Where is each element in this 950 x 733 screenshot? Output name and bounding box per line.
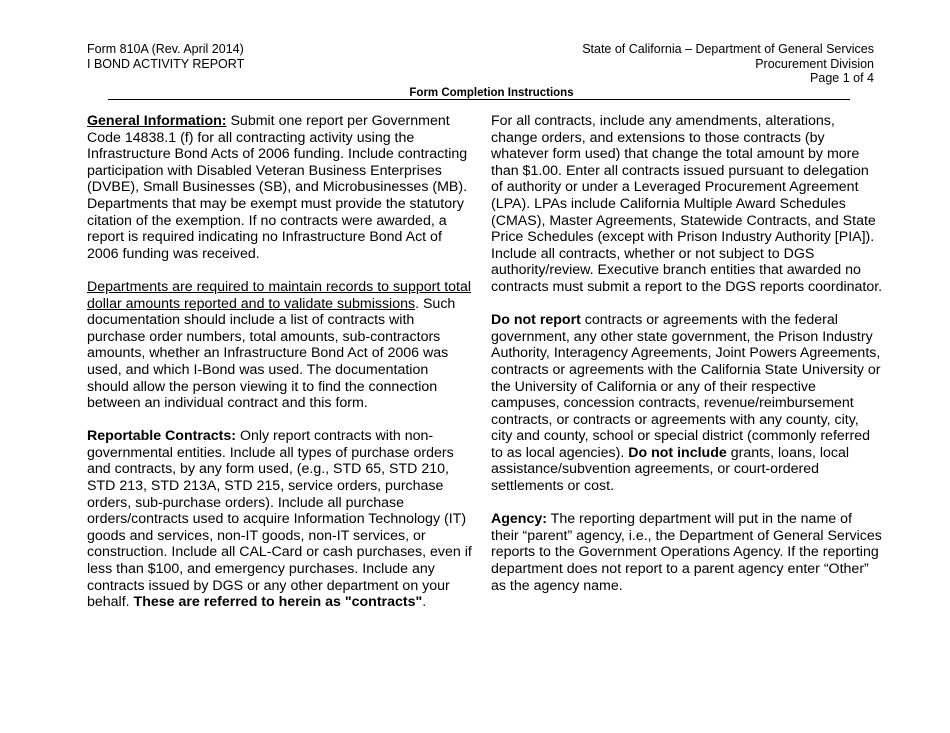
agency-paragraph: [491, 511, 883, 594]
page-number: Page 1 of 4: [810, 71, 874, 85]
general-information-paragraph: [87, 113, 473, 262]
form-header-left: [87, 42, 244, 71]
do-not-report-paragraph: [491, 312, 883, 495]
reportable-contracts-paragraph: [87, 428, 473, 611]
do-not-report-text: contracts or agreements with the federal government, any other state government, the Prison Industry Authority, Interagency Agreements, Joint Powers Agreements, contracts or agreements with the California State University or the University of California or any of their respective campuses, concession contracts, revenue/reimbursement contracts, or contracts or agreements with any county, city, city and county, school or special district (commonly referred to as local agencies).: [491, 312, 881, 461]
general-information-label: General Information:: [87, 113, 227, 129]
general-information-text: Submit one report per Government Code 14838.1 (f) for all contracting activity using the Infrastructure Bond Acts of 2006 funding. Include contracting participation with Disabled Veteran Business Enterprises (DVBE), Small Businesses (SB), and Microbusinesses (MB). Departments that may be exempt must provide the statutory citation of the exemption. If no contracts were awarded, a report is required indicating no Infrastructure Bond Act of 2006 funding was received.: [87, 113, 468, 262]
section-title: Form Completion Instructions: [409, 87, 574, 99]
do-not-include-text: grants, loans, local assistance/subvention agreements, or court-ordered settlements or cost.: [491, 444, 850, 495]
amendments-text: For all contracts, include any amendments, alterations, change orders, and extensions to those contracts (by whatever form used) that change the total amount by more than $1.00. Enter all contracts issued pursuant to delegation of authority or under a Leveraged Procurement Agreement (LPA). LPAs include California Multiple Award Schedules (CMAS), Master Agreements, Statewide Contracts, and State Price Schedules (except with Prison Industry Authority [PIA]). Include all contracts, whether or not subject to DGS authority/review. Executive branch entities that awarded no contracts must submit a report to the DGS reports coordinator.: [491, 113, 883, 295]
do-not-report-label: Do not report: [491, 312, 581, 329]
header-divider: [108, 99, 850, 100]
reportable-contracts-text: Only report contracts with non-governmental entities. Include all types of purchase orders and contracts, by any form used, (e.g., STD 65, STD 210, STD 213, STD 213A, STD 215, service orders, purchase orders, sub-purchase orders). Include all purchase orders/contracts used to acquire Information Technology (IT) goods and services, non-IT goods, non-IT services, or construction. Include all CAL-Card or cash purchases, even if less than $100, and emergency purchases. Include any contracts issued by DGS or any other department on your behalf.: [87, 428, 472, 611]
records-paragraph: [87, 279, 473, 412]
report-name: I BOND ACTIVITY REPORT: [87, 56, 245, 71]
reportable-contracts-end: .: [422, 594, 427, 611]
reportable-contracts-label: Reportable Contracts:: [87, 428, 236, 445]
do-not-include-label: Do not include: [628, 444, 727, 461]
agency-text: The reporting department will put in the name of their “parent” agency, i.e., the Department of General Services reports to the Government Operations Agency. If the reporting department does not report to a parent agency enter “Other” as the agency name.: [491, 511, 882, 594]
form-id: Form 810A (Rev. April 2014): [87, 42, 244, 56]
records-text: . Such documentation should include a list of contracts with purchase order numbers, total amounts, sub-contractors amounts, whether an Infrastructure Bond Act of 2006 was used, and which I-Bond was used. The documentation should allow the person viewing it to find the connection between an individual contract and this form.: [87, 295, 456, 412]
amendments-paragraph: [491, 113, 883, 296]
records-underlined-text: Departments are required to maintain records to support total dollar amounts reported and to validate submissions: [87, 278, 472, 312]
right-column: [491, 113, 883, 611]
contracts-definition: These are referred to herein as "contracts": [133, 594, 423, 611]
left-column: [87, 113, 473, 627]
form-header-right: [582, 42, 874, 86]
agency-label: Agency:: [491, 511, 547, 528]
agency-name: State of California – Department of General Services: [582, 42, 874, 56]
division-name: Procurement Division: [755, 56, 874, 71]
